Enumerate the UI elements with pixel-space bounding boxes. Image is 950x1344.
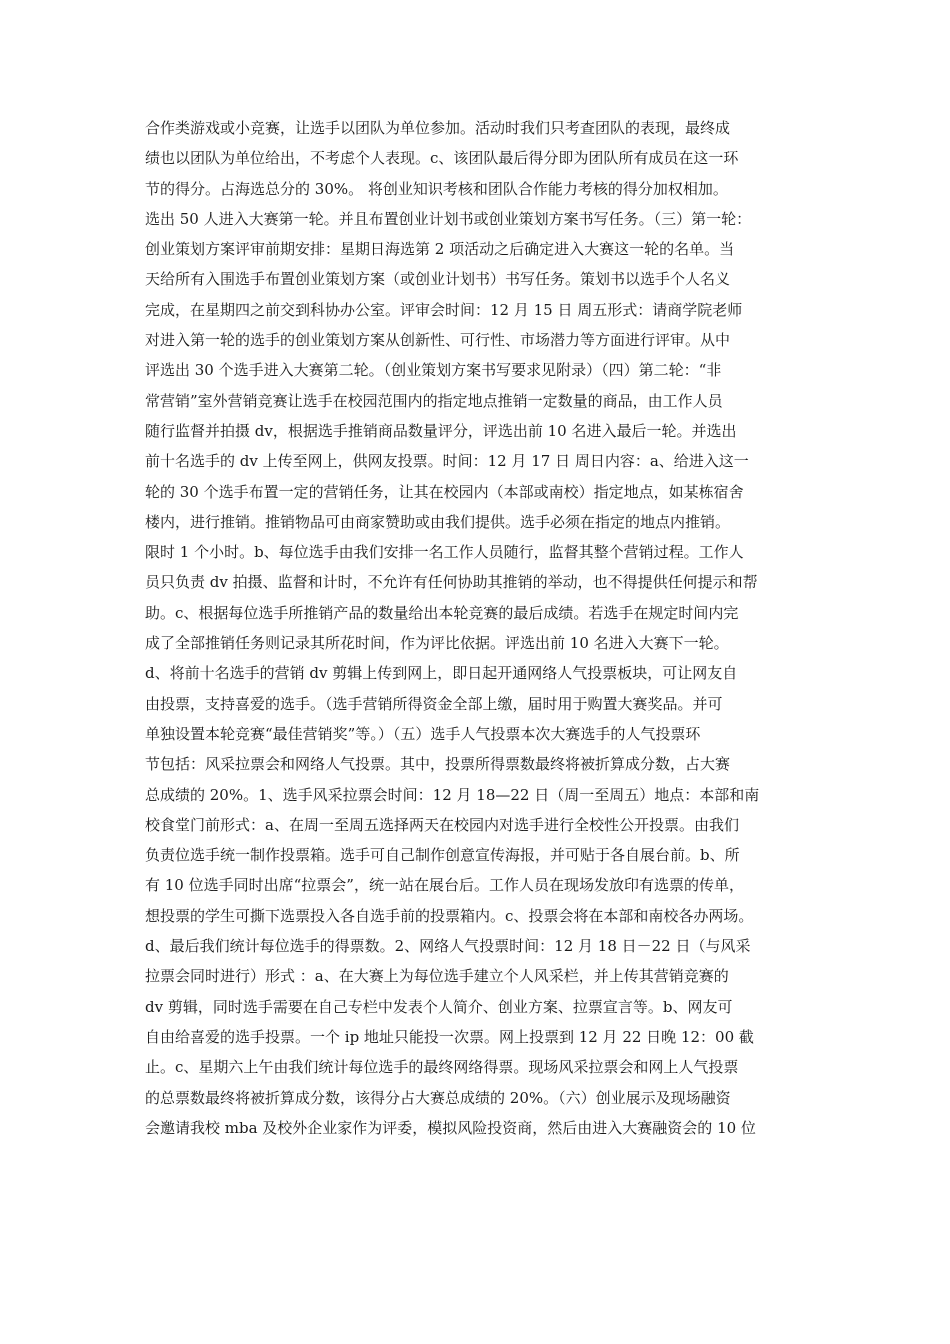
body-text [145, 113, 825, 1143]
text-line: d、最后我们统计每位选手的得票数。2、网络人气投票时间：12 月 18 日－22 日（与风采 [145, 937, 751, 956]
text-line: 总成绩的 20%。1、选手风采拉票会时间：12 月 18—22 日（周一至周五）地点：本部和南 [145, 785, 760, 804]
text-line: 常营销”室外营销竞赛让选手在校园范围内的指定地点推销一定数量的商品，由工作人员 [145, 391, 723, 410]
text-line: dv 剪辑，同时选手需要在自己专栏中发表个人简介、创业方案、拉票宣言等。b、网友可 [145, 997, 733, 1016]
text-line: 单独设置本轮竞赛“最佳营销奖”等。）（五）选手人气投票本次大赛选手的人气投票环 [145, 724, 701, 743]
text-line: 完成，在星期四之前交到科协办公室。评审会时间：12 月 15 日 周五形式：请商学院老师 [145, 300, 743, 319]
text-line: 自由给喜爱的选手投票。一个 ip 地址只能投一次票。网上投票到 12 月 22 日晚 12：00 截 [145, 1027, 754, 1046]
text-line: 合作类游戏或小竞赛，让选手以团队为单位参加。活动时我们只考查团队的表现，最终成 [145, 119, 731, 137]
text-line: 评选出 30 个选手进入大赛第二轮。（创业策划方案书写要求见附录）（四）第二轮：“非 [145, 361, 722, 380]
text-line: 员只负责 dv 拍摄、监督和计时，不允许有任何协助其推销的举动，也不得提供任何提示和帮 [145, 573, 758, 592]
text-line: 助。c、根据每位选手所推销产品的数量给出本轮竞赛的最后成绩。若选手在规定时间内完 [145, 603, 739, 622]
text-line: 负责位选手统一制作投票箱。选手可自己制作创意宣传海报，并可贴于各自展台前。b、所 [145, 846, 740, 865]
text-line: 轮的 30 个选手布置一定的营销任务，让其在校园内（本部或南校）指定地点，如某栋宿舍 [145, 482, 744, 501]
text-line: 想投票的学生可撕下选票投入各自选手前的投票箱内。c、投票会将在本部和南校各办两场。 [145, 906, 754, 925]
text-line: 有 10 位选手同时出席“拉票会”，统一站在展台后。工作人员在现场发放印有选票的传单， [145, 876, 744, 895]
text-line: d、将前十名选手的营销 dv 剪辑上传到网上，即日起开通网络人气投票板块，可让网友自 [145, 664, 738, 683]
text-line: 会邀请我校 mba 及校外企业家作为评委，模拟风险投资商，然后由进入大赛融资会的 10 位 [145, 1118, 756, 1137]
text-line: 前十名选手的 dv 上传至网上，供网友投票。时间：12 月 17 日 周日内容：a、给进入这一 [145, 452, 749, 471]
text-line: 随行监督并拍摄 dv，根据选手推销商品数量评分，评选出前 10 名进入最后一轮。并选出 [145, 421, 737, 440]
text-line: 校食堂门前形式：a、在周一至周五选择两天在校园内对选手进行全校性公开投票。由我们 [145, 815, 739, 834]
text-line: 楼内，进行推销。推销物品可由商家赞助或由我们提供。选手必须在指定的地点内推销。 [145, 512, 731, 531]
text-line: 限时 1 个小时。b、每位选手由我们安排一名工作人员随行，监督其整个营销过程。工作人 [145, 543, 744, 562]
text-line: 选出 50 人进入大赛第一轮。并且布置创业计划书或创业策划方案书写任务。（三）第一轮： [145, 209, 752, 228]
text-line: 节的得分。占海选总分的 30%。 将创业知识考核和团队合作能力考核的得分加权相加。 [145, 179, 728, 198]
text-line: 节包括：风采拉票会和网络人气投票。其中，投票所得票数最终将被折算成分数，占大赛 [145, 755, 731, 774]
text-line: 拉票会同时进行）形式 ：a、在大赛上为每位选手建立个人风采栏，并上传其营销竞赛的 [145, 967, 729, 986]
text-line: 由投票，支持喜爱的选手。（选手营销所得资金全部上缴，届时用于购置大赛奖品。并可 [145, 694, 723, 713]
text-line: 的总票数最终将被折算成分数，该得分占大赛总成绩的 20%。（六）创业展示及现场融资 [145, 1088, 731, 1107]
text-line: 成了全部推销任务则记录其所花时间，作为评比依据。评选出前 10 名进入大赛下一轮。 [145, 634, 729, 653]
text-line: 绩也以团队为单位给出，不考虑个人表现。c、该团队最后得分即为团队所有成员在这一环 [145, 149, 739, 168]
text-line: 创业策划方案评审前期安排：星期日海选第 2 项活动之后确定进入大赛这一轮的名单。当 [145, 240, 735, 259]
text-line: 止。c、星期六上午由我们统计每位选手的最终网络得票。现场风采拉票会和网上人气投票 [145, 1058, 739, 1077]
text-line: 天给所有入围选手布置创业策划方案（或创业计划书）书写任务。策划书以选手个人名义 [145, 270, 731, 289]
text-line: 对进入第一轮的选手的创业策划方案从创新性、可行性、市场潜力等方面进行评审。从中 [145, 331, 731, 350]
